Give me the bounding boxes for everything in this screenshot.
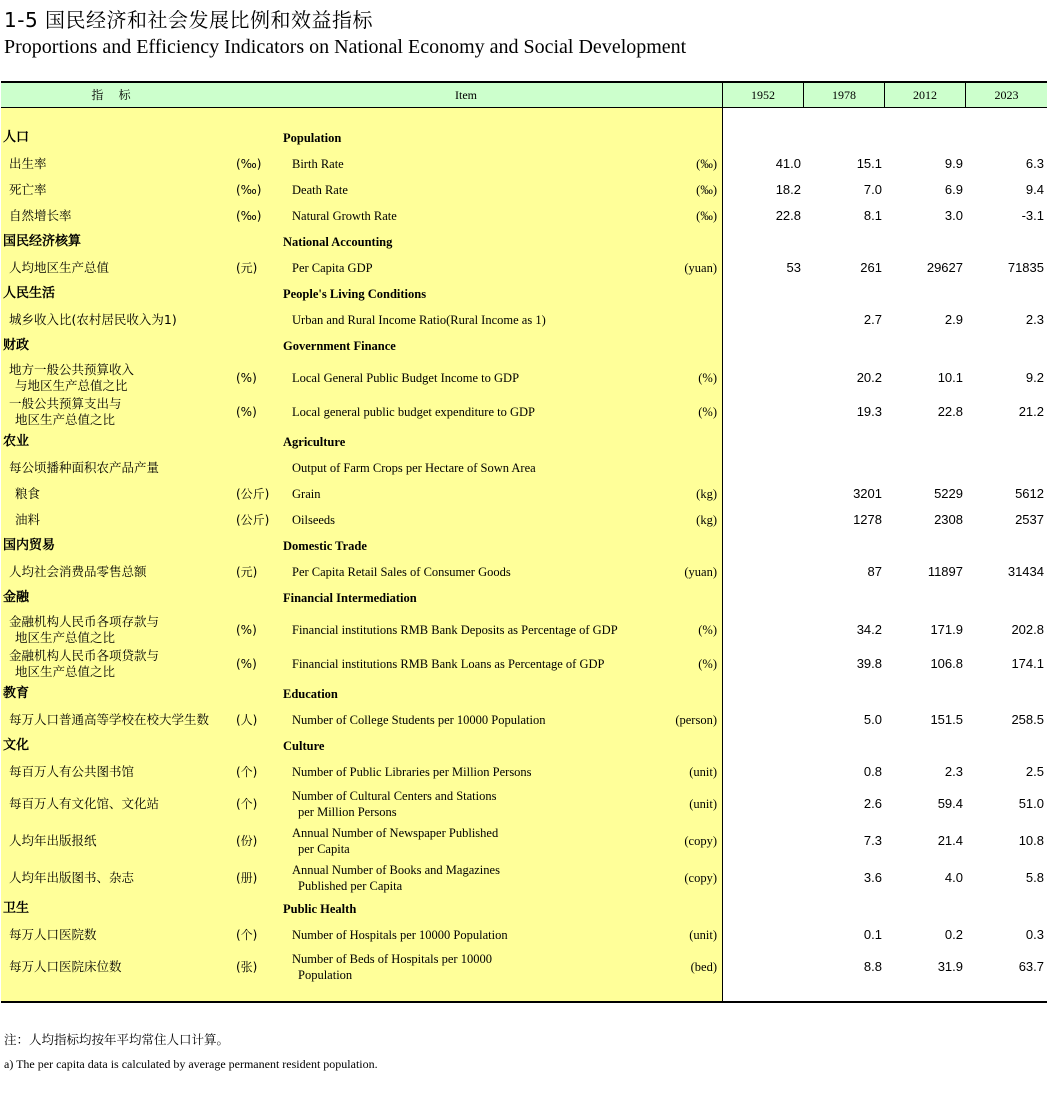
value-cell: 5229 (934, 486, 963, 501)
unit-cn: (‰) (236, 183, 262, 197)
item-name-cn: 城乡收入比(农村居民收入为1) (9, 312, 177, 327)
unit-cn: (公斤) (236, 513, 270, 527)
value-cell: 5.8 (1025, 870, 1044, 885)
item-name-en: Grain (292, 487, 321, 501)
value-cell: 59.4 (937, 796, 963, 811)
unit-cn: (个) (236, 765, 258, 779)
value-cell: 3.6 (863, 870, 882, 885)
unit-cn: (%) (236, 405, 257, 419)
section-title-cn: 财政 (3, 338, 30, 353)
item-name-cn: 与地区生产总值之比 (15, 378, 128, 393)
value-cell: 21.2 (1018, 404, 1044, 419)
item-name-cn: 金融机构人民币各项贷款与 (9, 648, 160, 663)
value-cell: 15.1 (856, 156, 882, 171)
item-name-en: Number of Public Libraries per Million Persons (292, 765, 532, 779)
value-cell: 63.7 (1018, 959, 1044, 974)
unit-cn: (%) (236, 623, 257, 637)
value-cell: 2.5 (1025, 764, 1044, 779)
item-name-cn: 人均地区生产总值 (9, 260, 110, 275)
value-cell: 7.3 (863, 833, 882, 848)
item-name-en: Birth Rate (292, 157, 344, 171)
value-cell: 106.8 (930, 656, 963, 671)
unit-cn: (个) (236, 797, 258, 811)
unit-cn: (公斤) (236, 487, 270, 501)
item-name-en: per Capita (298, 842, 350, 856)
table-bottom-border (1, 1001, 1047, 1003)
value-cell: 9.9 (944, 156, 963, 171)
footnote-en: a) The per capita data is calculated by average permanent resident population. (4, 1057, 378, 1071)
item-name-cn: 地区生产总值之比 (15, 664, 116, 679)
value-cell: 3201 (853, 486, 882, 501)
item-name-en: Urban and Rural Income Ratio(Rural Income as 1) (292, 313, 546, 327)
header-item-cn: 指 标 (91, 88, 131, 102)
value-cell: 261 (860, 260, 882, 275)
item-name-en: Published per Capita (298, 879, 403, 893)
item-name-cn: 一般公共预算支出与 (9, 396, 122, 411)
value-cell: 2.6 (863, 796, 882, 811)
value-cell: 6.3 (1025, 156, 1044, 171)
value-cell: 2.3 (1025, 312, 1044, 327)
value-cell: 53 (786, 260, 801, 275)
value-cell: 71835 (1007, 260, 1044, 275)
item-name-en: Annual Number of Newspaper Published (292, 826, 499, 840)
page-title-en: Proportions and Efficiency Indicators on National Economy and Social Development (4, 36, 687, 58)
header-year: 1978 (832, 88, 856, 102)
value-cell: 51.0 (1018, 796, 1044, 811)
item-name-en: Number of Hospitals per 10000 Population (292, 928, 508, 942)
item-name-en: Population (298, 968, 353, 982)
unit-cn: (个) (236, 928, 258, 942)
unit-en: (‰) (696, 183, 717, 197)
item-name-en: Annual Number of Books and Magazines (292, 863, 500, 877)
item-name-cn: 地区生产总值之比 (15, 412, 116, 427)
section-title-cn: 教育 (3, 686, 30, 701)
value-cell: 7.0 (863, 182, 882, 197)
item-name-en: Output of Farm Crops per Hectare of Sown Area (292, 461, 536, 475)
value-cell: 18.2 (775, 182, 801, 197)
section-title-cn: 农业 (3, 434, 30, 449)
item-name-en: Financial institutions RMB Bank Deposits as Percentage of GDP (292, 623, 618, 637)
item-name-cn: 每百万人有文化馆、文化站 (9, 796, 160, 811)
section-title-cn: 国民经济核算 (3, 234, 82, 249)
value-cell: 2.9 (944, 312, 963, 327)
section-title-en: Financial Intermediation (283, 591, 417, 605)
item-name-cn: 出生率 (9, 156, 47, 171)
section-title-en: People's Living Conditions (283, 287, 427, 301)
value-cell: 9.2 (1025, 370, 1044, 385)
value-cell: 8.8 (863, 959, 882, 974)
section-title-en: Culture (283, 739, 325, 753)
value-cell: 0.2 (944, 927, 963, 942)
header-divider (1, 107, 1047, 108)
unit-en: (%) (698, 623, 717, 637)
value-cell: 20.2 (856, 370, 882, 385)
value-cell: 31434 (1007, 564, 1044, 579)
item-name-cn: 人均社会消费品零售总额 (9, 564, 147, 579)
value-cell: 0.1 (863, 927, 882, 942)
value-cell: 19.3 (856, 404, 882, 419)
unit-en: (‰) (696, 209, 717, 223)
item-name-en: Oilseeds (292, 513, 336, 527)
section-title-en: Education (283, 687, 338, 701)
item-name-en: Natural Growth Rate (292, 209, 397, 223)
unit-en: (%) (698, 657, 717, 671)
value-cell: 11897 (927, 564, 963, 579)
unit-en: (%) (698, 371, 717, 385)
unit-en: (unit) (689, 797, 717, 811)
item-name-cn: 粮食 (15, 486, 41, 501)
value-cell: 0.3 (1025, 927, 1044, 942)
item-column-divider (722, 81, 723, 1003)
value-cell: -3.1 (1021, 208, 1044, 223)
item-name-cn: 人均年出版图书、杂志 (9, 870, 135, 885)
section-title-cn: 人民生活 (3, 286, 56, 301)
unit-cn: (%) (236, 371, 257, 385)
page-title-cn: 1-5 国民经济和社会发展比例和效益指标 (4, 8, 374, 32)
section-title-en: Population (283, 131, 342, 145)
item-name-en: Per Capita GDP (292, 261, 373, 275)
value-cell: 5612 (1015, 486, 1044, 501)
unit-en: (bed) (690, 960, 717, 974)
value-cell: 151.5 (930, 712, 963, 727)
value-cell: 29627 (926, 260, 963, 275)
value-cell: 2.7 (863, 312, 882, 327)
section-title-cn: 国内贸易 (3, 538, 56, 553)
unit-en: (unit) (689, 765, 717, 779)
item-name-en: Financial institutions RMB Bank Loans as Percentage of GDP (292, 657, 605, 671)
unit-en: (‰) (696, 157, 717, 171)
value-cell: 9.4 (1025, 182, 1044, 197)
unit-cn: (册) (236, 871, 258, 885)
item-name-cn: 地区生产总值之比 (15, 630, 116, 645)
item-name-cn: 每万人口医院床位数 (9, 959, 122, 974)
value-cell: 1278 (853, 512, 882, 527)
value-cell: 174.1 (1011, 656, 1044, 671)
item-name-en: Local general public budget expenditure to GDP (292, 405, 535, 419)
value-cell: 2537 (1015, 512, 1044, 527)
item-name-cn: 每公顷播种面积农产品产量 (9, 460, 160, 475)
unit-en: (unit) (689, 928, 717, 942)
value-cell: 2.3 (944, 764, 963, 779)
section-title-cn: 文化 (3, 738, 30, 753)
value-cell: 31.9 (937, 959, 963, 974)
section-title-cn: 卫生 (3, 901, 30, 916)
value-cell: 22.8 (937, 404, 963, 419)
item-name-cn: 自然增长率 (9, 208, 72, 223)
section-title-en: Domestic Trade (283, 539, 367, 553)
value-cell: 10.8 (1018, 833, 1044, 848)
item-name-cn: 死亡率 (9, 182, 47, 197)
section-title-cn: 金融 (3, 590, 30, 605)
unit-en: (yuan) (684, 261, 717, 275)
item-name-en: per Million Persons (298, 805, 397, 819)
unit-en: (%) (698, 405, 717, 419)
section-title-en: Government Finance (283, 339, 396, 353)
unit-cn: (元) (236, 565, 258, 579)
unit-en: (yuan) (684, 565, 717, 579)
unit-cn: (张) (236, 960, 258, 974)
unit-cn: (人) (236, 713, 258, 727)
item-name-cn: 每百万人有公共图书馆 (9, 764, 135, 779)
section-title-en: Public Health (283, 902, 357, 916)
value-cell: 22.8 (775, 208, 801, 223)
value-cell: 4.0 (944, 870, 963, 885)
item-name-cn: 每万人口普通高等学校在校大学生数 (9, 712, 210, 727)
unit-cn: (份) (236, 834, 258, 848)
value-cell: 39.8 (856, 656, 882, 671)
footnote-cn: 注：人均指标均按年平均常住人口计算。 (4, 1032, 230, 1047)
header-year: 2023 (994, 88, 1019, 102)
value-cell: 41.0 (775, 156, 801, 171)
value-cell: 5.0 (863, 712, 882, 727)
unit-en: (person) (675, 713, 717, 727)
value-cell: 8.1 (863, 208, 882, 223)
item-name-cn: 人均年出版报纸 (9, 833, 97, 848)
item-name-cn: 每万人口医院数 (9, 927, 97, 942)
value-cell: 171.9 (930, 622, 963, 637)
item-name-en: Number of College Students per 10000 Population (292, 713, 546, 727)
unit-cn: (%) (236, 657, 257, 671)
value-cell: 34.2 (856, 622, 882, 637)
unit-en: (copy) (684, 834, 717, 848)
value-cell: 258.5 (1011, 712, 1044, 727)
value-cell: 0.8 (863, 764, 882, 779)
value-cell: 21.4 (937, 833, 963, 848)
header-item-en: Item (455, 88, 477, 102)
unit-en: (kg) (696, 513, 717, 527)
value-cell: 3.0 (944, 208, 963, 223)
indicator-table (1, 81, 1047, 1003)
section-title-cn: 人口 (3, 130, 30, 145)
unit-en: (kg) (696, 487, 717, 501)
section-title-en: Agriculture (283, 435, 346, 449)
item-name-en: Death Rate (292, 183, 348, 197)
item-name-cn: 油料 (15, 512, 41, 527)
header-year: 1952 (751, 88, 775, 102)
item-name-cn: 金融机构人民币各项存款与 (9, 614, 160, 629)
unit-cn: (元) (236, 261, 258, 275)
unit-cn: (‰) (236, 209, 262, 223)
value-cell: 87 (867, 564, 882, 579)
item-name-en: Number of Cultural Centers and Stations (292, 789, 497, 803)
item-name-cn: 地方一般公共预算收入 (9, 362, 135, 377)
item-name-en: Number of Beds of Hospitals per 10000 (292, 952, 492, 966)
item-name-en: Local General Public Budget Income to GDP (292, 371, 520, 385)
value-cell: 10.1 (937, 370, 963, 385)
value-cell: 202.8 (1011, 622, 1044, 637)
value-cell: 2308 (934, 512, 963, 527)
section-title-en: National Accounting (283, 235, 393, 249)
value-cell: 6.9 (944, 182, 963, 197)
header-year: 2012 (913, 88, 937, 102)
unit-cn: (‰) (236, 157, 262, 171)
unit-en: (copy) (684, 871, 717, 885)
item-name-en: Per Capita Retail Sales of Consumer Goods (292, 565, 511, 579)
